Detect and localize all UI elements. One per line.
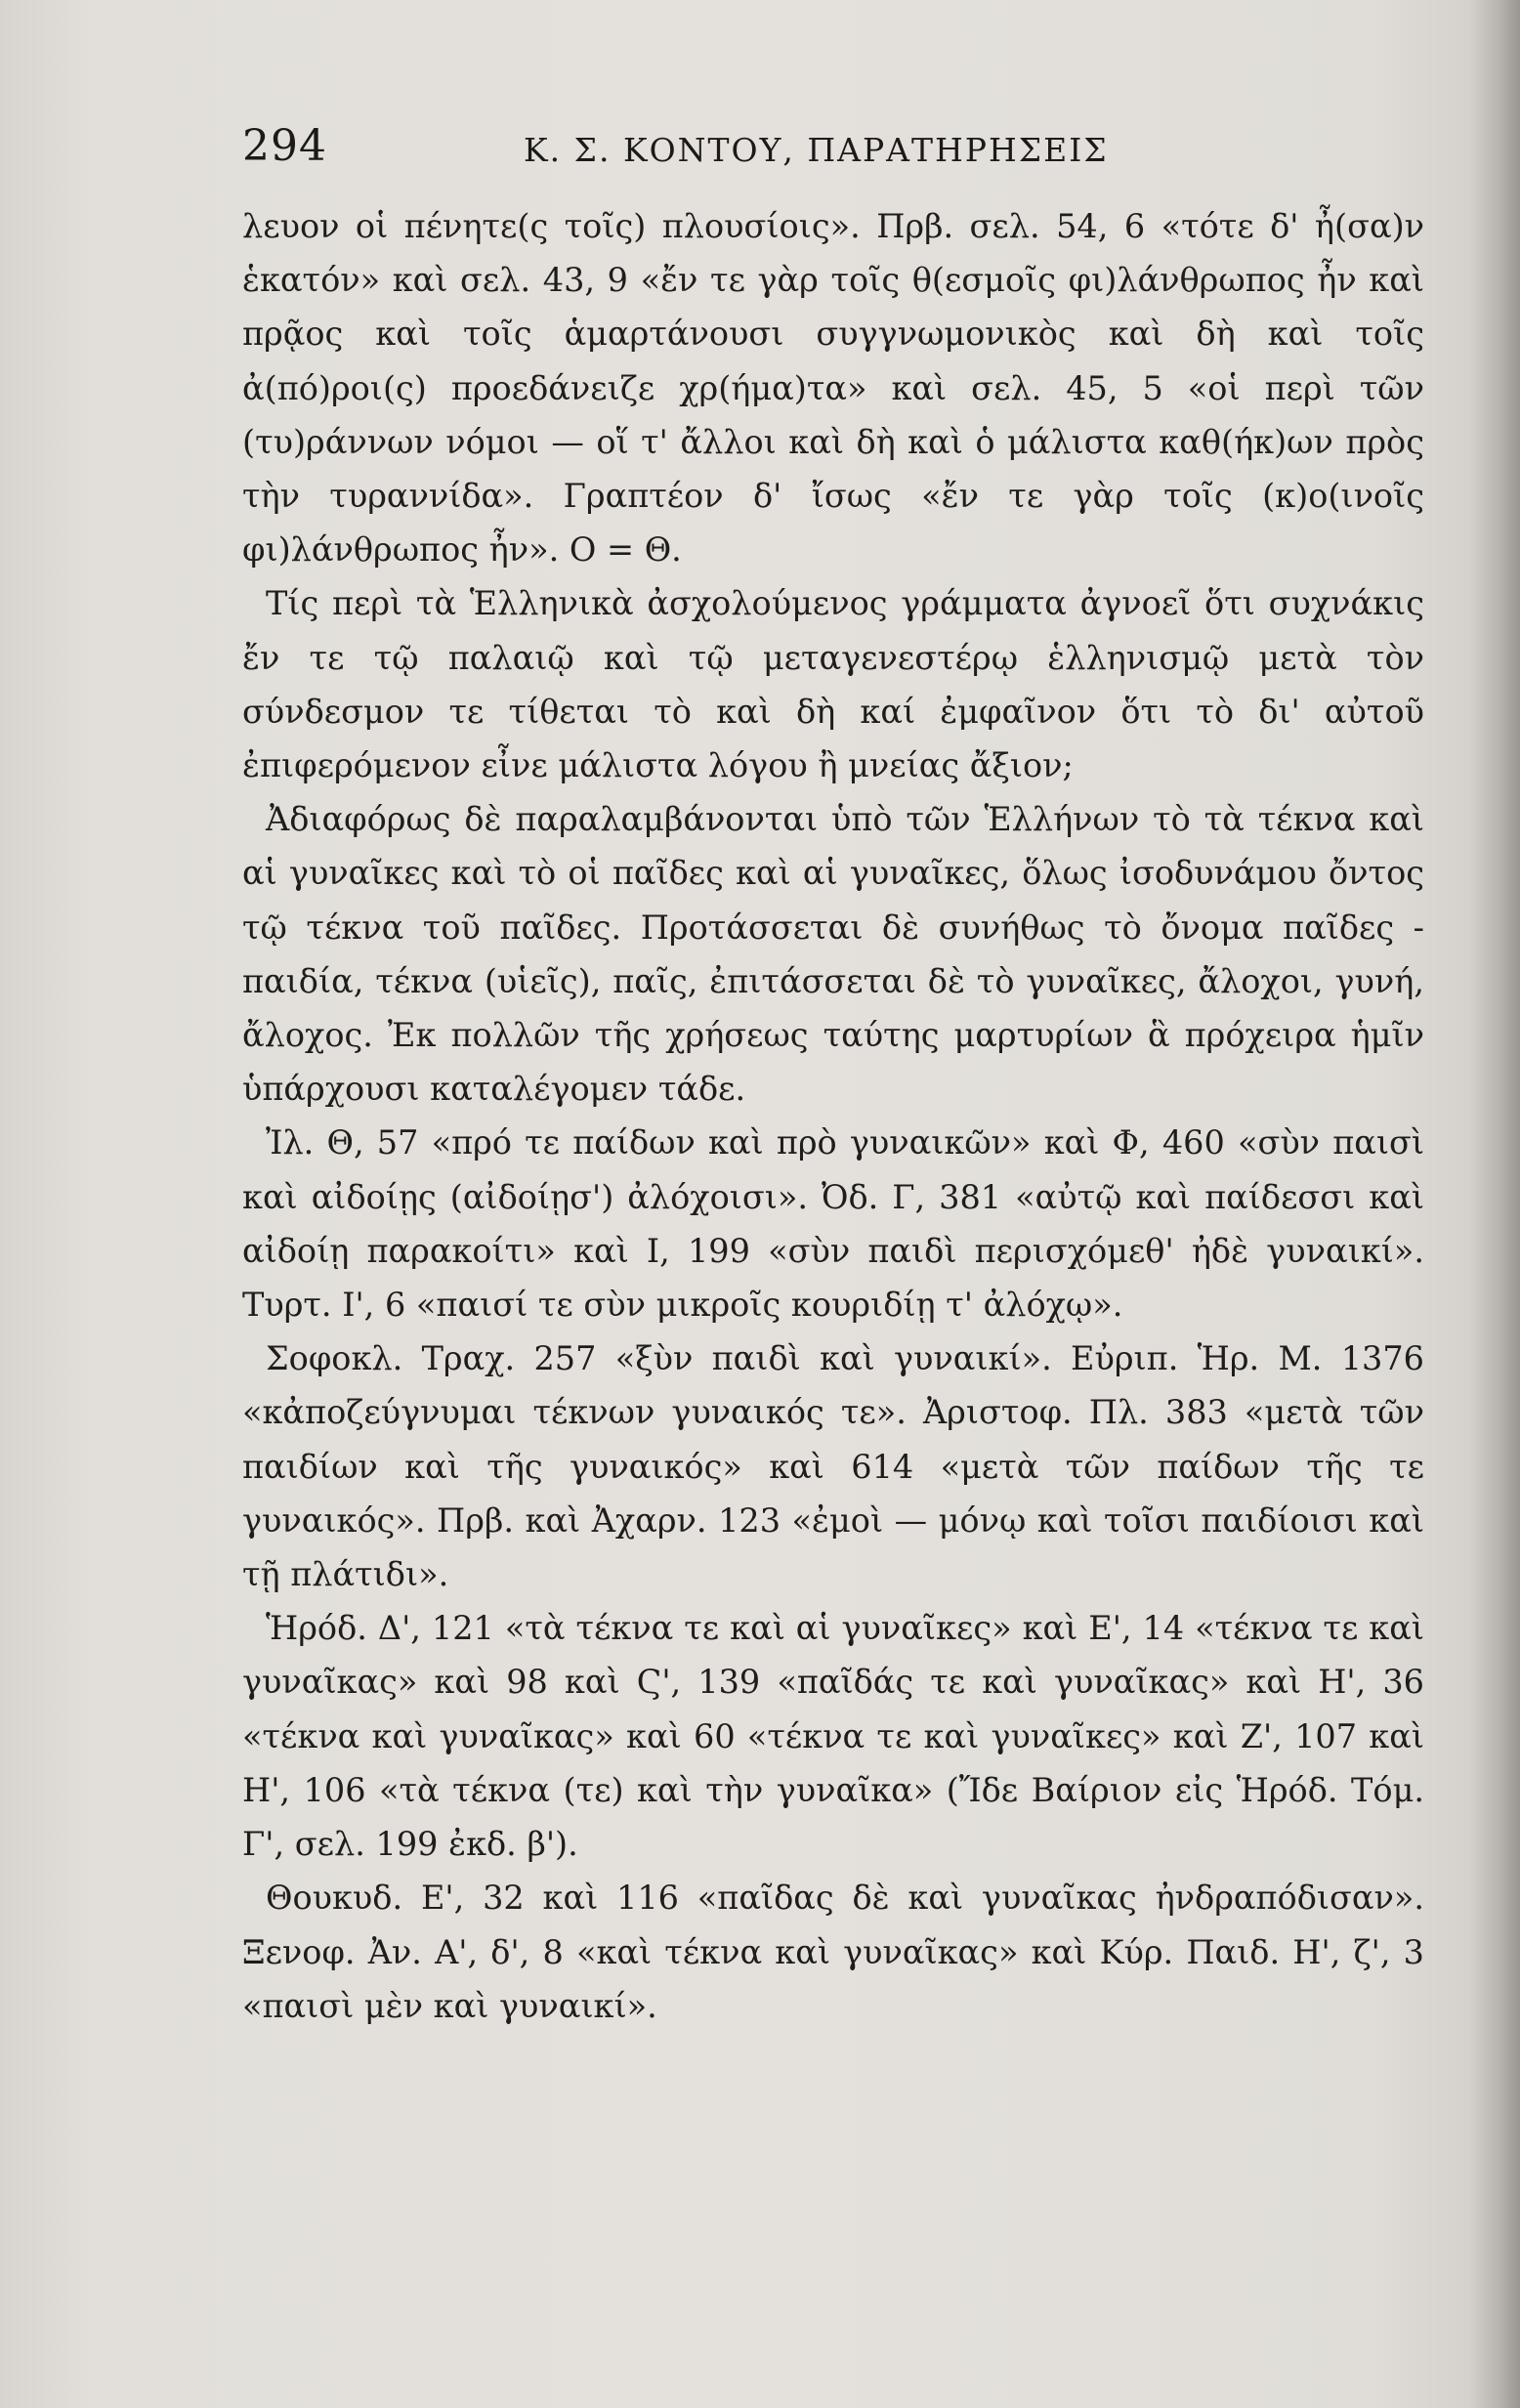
running-head: Κ. Σ. ΚΟΝΤΟΥ, ΠΑΡΑΤΗΡΗΣΕΙΣ	[524, 131, 1109, 169]
paragraph: Ἰλ. Θ, 57 «πρό τε παίδων καὶ πρὸ γυναικῶν» καὶ Φ, 460 «σὺν παισὶ καὶ αἰδοίῃς (αἰδοίῃσ') ἀλόχοισι». Ὀδ. Γ, 381 «αὐτῷ καὶ παίδεσσι καὶ αἰδοίῃ παρακοίτι» καὶ Ι, 199 «σὺν παιδὶ περισχόμεθ' ἠδὲ γυναικί». Τυρτ. Ι', 6 «παισί τε σὺν μικροῖς κουριδίῃ τ' ἀλόχῳ».	[242, 1123, 1424, 1325]
paragraph: Θουκυδ. Ε', 32 καὶ 116 «παῖδας δὲ καὶ γυναῖκας ἠνδραπόδισαν». Ξενοφ. Ἀν. Α', δ', 8 «καὶ τέκνα καὶ γυναῖκας» καὶ Κύρ. Παιδ. Η', ζ', 3 «παισὶ μὲν καὶ γυναικί».	[242, 1879, 1424, 2025]
page-header	[242, 121, 1444, 190]
paragraph: Ἡρόδ. Δ', 121 «τὰ τέκνα τε καὶ αἱ γυναῖκες» καὶ Ε', 14 «τέκνα τε καὶ γυναῖκας» καὶ 98 καὶ Ϛ', 139 «παῖδάς τε καὶ γυναῖκας» καὶ Η', 36 «τέκνα καὶ γυναῖκας» καὶ 60 «τέκνα τε καὶ γυναῖκες» καὶ Ζ', 107 καὶ Η', 106 «τὰ τέκνα (τε) καὶ τὴν γυναῖκα» (Ἴδε Βαίριον εἰς Ἡρόδ. Τόμ. Γ', σελ. 199 ἐκδ. β').	[242, 1609, 1424, 1864]
page-spine-shadow	[1469, 0, 1520, 2408]
paragraph: Τίς περὶ τὰ Ἑλληνικὰ ἀσχολούμενος γράμματα ἀγνοεῖ ὅτι συχνάκις ἔν τε τῷ παλαιῷ καὶ τῷ μεταγενεστέρῳ ἑλληνισμῷ μετὰ τὸν σύνδεσμον τε τίθεται τὸ καὶ δὴ καί ἐμφαῖνον ὅτι τὸ δι' αὐτοῦ ἐπιφερόμενον εἶνε μάλιστα λόγου ἢ μνείας ἄξιον;	[242, 584, 1424, 785]
paragraph: Ἀδιαφόρως δὲ παραλαμβάνονται ὑπὸ τῶν Ἑλλήνων τὸ τὰ τέκνα καὶ αἱ γυναῖκες καὶ τὸ οἱ παῖδες καὶ αἱ γυναῖκες, ὅλως ἰσοδυνάμου ὄντος τῷ τέκνα τοῦ παῖδες. Προτάσσεται δὲ συνήθως τὸ ὄνομα παῖδες - παιδία, τέκνα (υἱεῖς), παῖς, ἐπιτάσσεται δὲ τὸ γυναῖκες, ἄλοχοι, γυνή, ἄλοχος. Ἐκ πολλῶν τῆς χρήσεως ταύτης μαρτυρίων ἃ πρόχειρα ἡμῖν ὑπάρχουσι καταλέγομεν τάδε.	[242, 800, 1424, 1109]
page-number: 294	[242, 121, 327, 171]
paragraph: Σοφοκλ. Τραχ. 257 «ξὺν παιδὶ καὶ γυναικί». Εὐριπ. Ἡρ. Μ. 1376 «κἀποζεύγνυμαι τέκνων γυναικός τε». Ἀριστοφ. Πλ. 383 «μετὰ τῶν παιδίων καὶ τῆς γυναικός» καὶ 614 «μετὰ τῶν παίδων τῆς τε γυναικός». Πρβ. καὶ Ἀχαρν. 123 «ἐμοὶ — μόνῳ καὶ τοῖσι παιδίοισι καὶ τῇ πλάτιδι».	[242, 1339, 1424, 1594]
body-text	[242, 199, 1424, 2033]
paragraph-continuation: λευον οἱ πένητε(ς τοῖς) πλουσίοις». Πρβ. σελ. 54, 6 «τότε δ' ἦ(σα)ν ἑκατόν» καὶ σελ. 43, 9 «ἔν τε γὰρ τοῖς θ(εσμοῖς φι)λάνθρωπος ἦν καὶ πρᾷος καὶ τοῖς ἁμαρτάνουσι συγγνωμονικὸς καὶ δὴ καὶ τοῖς ἀ(πό)ροι(ς) προεδάνειζε χρ(ήμα)τα» καὶ σελ. 45, 5 «οἱ περὶ τῶν (τυ)ράννων νόμοι — οἵ τ' ἄλλοι καὶ δὴ καὶ ὁ μάλιστα καθ(ήκ)ων πρὸς τὴν τυραννίδα». Γραπτέον δ' ἴσως «ἔν τε γὰρ τοῖς (κ)ο(ινοῖς φι)λάνθρωπος ἦν». Ο = Θ.	[242, 207, 1424, 570]
